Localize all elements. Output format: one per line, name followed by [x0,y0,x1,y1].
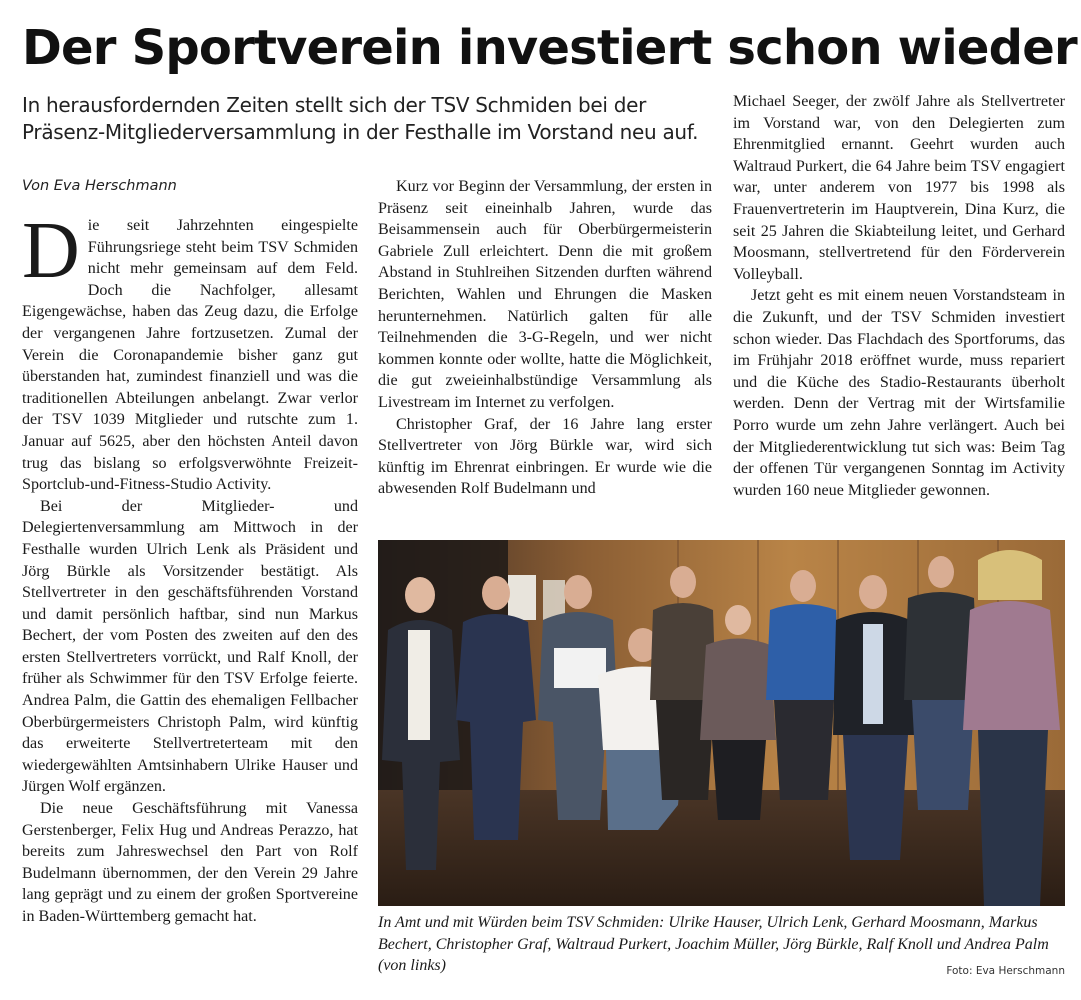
photo-credit: Foto: Eva Herschmann [946,965,1065,977]
article-column-3 [733,91,1065,501]
photo-caption: In Amt und mit Würden beim TSV Schmiden: Ulrike Hauser, Ulrich Lenk, Gerhard Moosmann, Markus Bechert, Christopher Graf, Waltraud Purkert, Joachim Müller, Jörg Bürkle, Ralf Knoll und Andrea Palm (von links) [378,914,1049,974]
paragraph-2: Bei der Mitglieder- und Delegiertenversammlung am Mittwoch in der Festhalle wurden Ulrich Lenk als Präsident und Jörg Bürkle als Vorsitzender bestätigt. Als Stellvertreter in den geschäftsführenden Vorstand und damit persönlich haftbar, sind nun Markus Bechert, der vom Posten des zweiten auf den des ersten Stellvertreters vorrückt, und Ralf Knoll, der früher als Schwimmer für den TSV Erfolge feierte. Andrea Palm, die Gattin des ehemaligen Fellbacher Oberbürgermeisters Christoph Palm, wird künftig das erweiterte Stellvertreterteam mit den wiedergewählten Amtsinhabern Ulrike Hauser und Jürgen Wolf ergänzen. [22,497,358,796]
group-photo-illustration [378,540,1065,906]
paragraph-5-continued: Michael Seeger, der zwölf Jahre als Stellvertreter im Vorstand war, von den Delegierten zum Ehrenmitglied ernannt. Geehrt wurden auch Waltraud Purkert, die 64 Jahre beim TSV engagiert war, unter anderem von 1977 bis 1998 als Frauenvertreterin im Hauptverein, Dina Kurz, die seit 25 Jahren die Skiabteilung leitet, und Gerhard Moosmann, stellvertretend für den Förderverein Volleyball. [733,93,1065,283]
paragraph-1 [22,207,358,496]
group-photo [378,540,1065,906]
paragraph-3: Die neue Geschäftsführung mit Vanessa Gerstenberger, Felix Hug und Andreas Perazzo, hat bereits zum Jahreswechsel den Part von Rolf Budelmann übernommen, der den Verein 29 Jahre lang geprägt und zu einem der großen Sportvereine in Baden-Württemberg gemacht hat. [22,800,358,925]
paragraph-5: Christopher Graf, der 16 Jahre lang erster Stellvertreter von Jörg Bürkle war, wird sich künftig im Ehrenrat einbringen. Er wurde wie die abwesenden Rolf Budelmann und [378,415,712,498]
article-column-1 [22,207,358,928]
subheadline: In herausfordernden Zeiten stellt sich der TSV Schmiden bei der Präsenz-Mitgliederversammlung in der Festhalle im Vorstand neu auf. [22,93,699,144]
drop-cap: D [22,207,80,295]
paragraph-6: Jetzt geht es mit einem neuen Vorstandsteam in die Zukunft, und der TSV Schmiden investiert schon wieder. Das Flachdach des Sportforums, das im Frühjahr 2018 eröffnet wurde, muss repariert und die Küche des Stadio-Restaurants überholt werden. Denn der Vertrag mit der Wirtsfamilie Porro wurde um zehn Jahre verlängert. Auch bei der Mitgliederentwicklung tut sich was: Beim Tag der offenen Tür vergangenen Sonntag im Activity wurden 160 neue Mitglieder gewonnen. [733,287,1065,499]
byline: Von Eva Herschmann [22,178,177,194]
paragraph-4: Kurz vor Beginn der Versammlung, der ersten in Präsenz seit eineinhalb Jahren, wurde das Beisammensein auch für Oberbürgermeisterin Gabriele Zull erleichtert. Denn die mit großem Abstand in Stuhlreihen Sitzenden durften während Berichten, Wahlen und Ehrungen die Masken herunternehmen. Natürlich galten für alle Teilnehmenden die 3-G-Regeln, und wer nicht kommen konnte oder wollte, hatte die Möglichkeit, die gut zweieinhalbstündige Versammlung als Livestream im Internet zu verfolgen. [378,178,712,411]
paragraph-1-text: ie seit Jahrzehnten eingespielte Führungsriege steht beim TSV Schmiden nicht mehr gemeinsam auf dem Feld. Doch die Nachfolger, allesamt Eigengewächse, haben das Zeug dazu, die Erfolge der vergangenen Jahre fortzusetzen. Zumal der Verein die Coronapandemie bisher ganz gut überstanden hat, zumindest finanziell und was die traditionellen Abteilungen anbelangt. Zwar verlor der TSV 1039 Mitglieder und rutschte zum 1. Januar auf 5625, aber den höchsten Anteil davon trug das bislang so erfolgsverwöhnte Freizeit-Sportclub-und-Fitness-Studio Activity. [22,217,358,494]
article-column-2 [378,176,712,500]
headline: Der Sportverein investiert schon wieder [22,20,1077,76]
